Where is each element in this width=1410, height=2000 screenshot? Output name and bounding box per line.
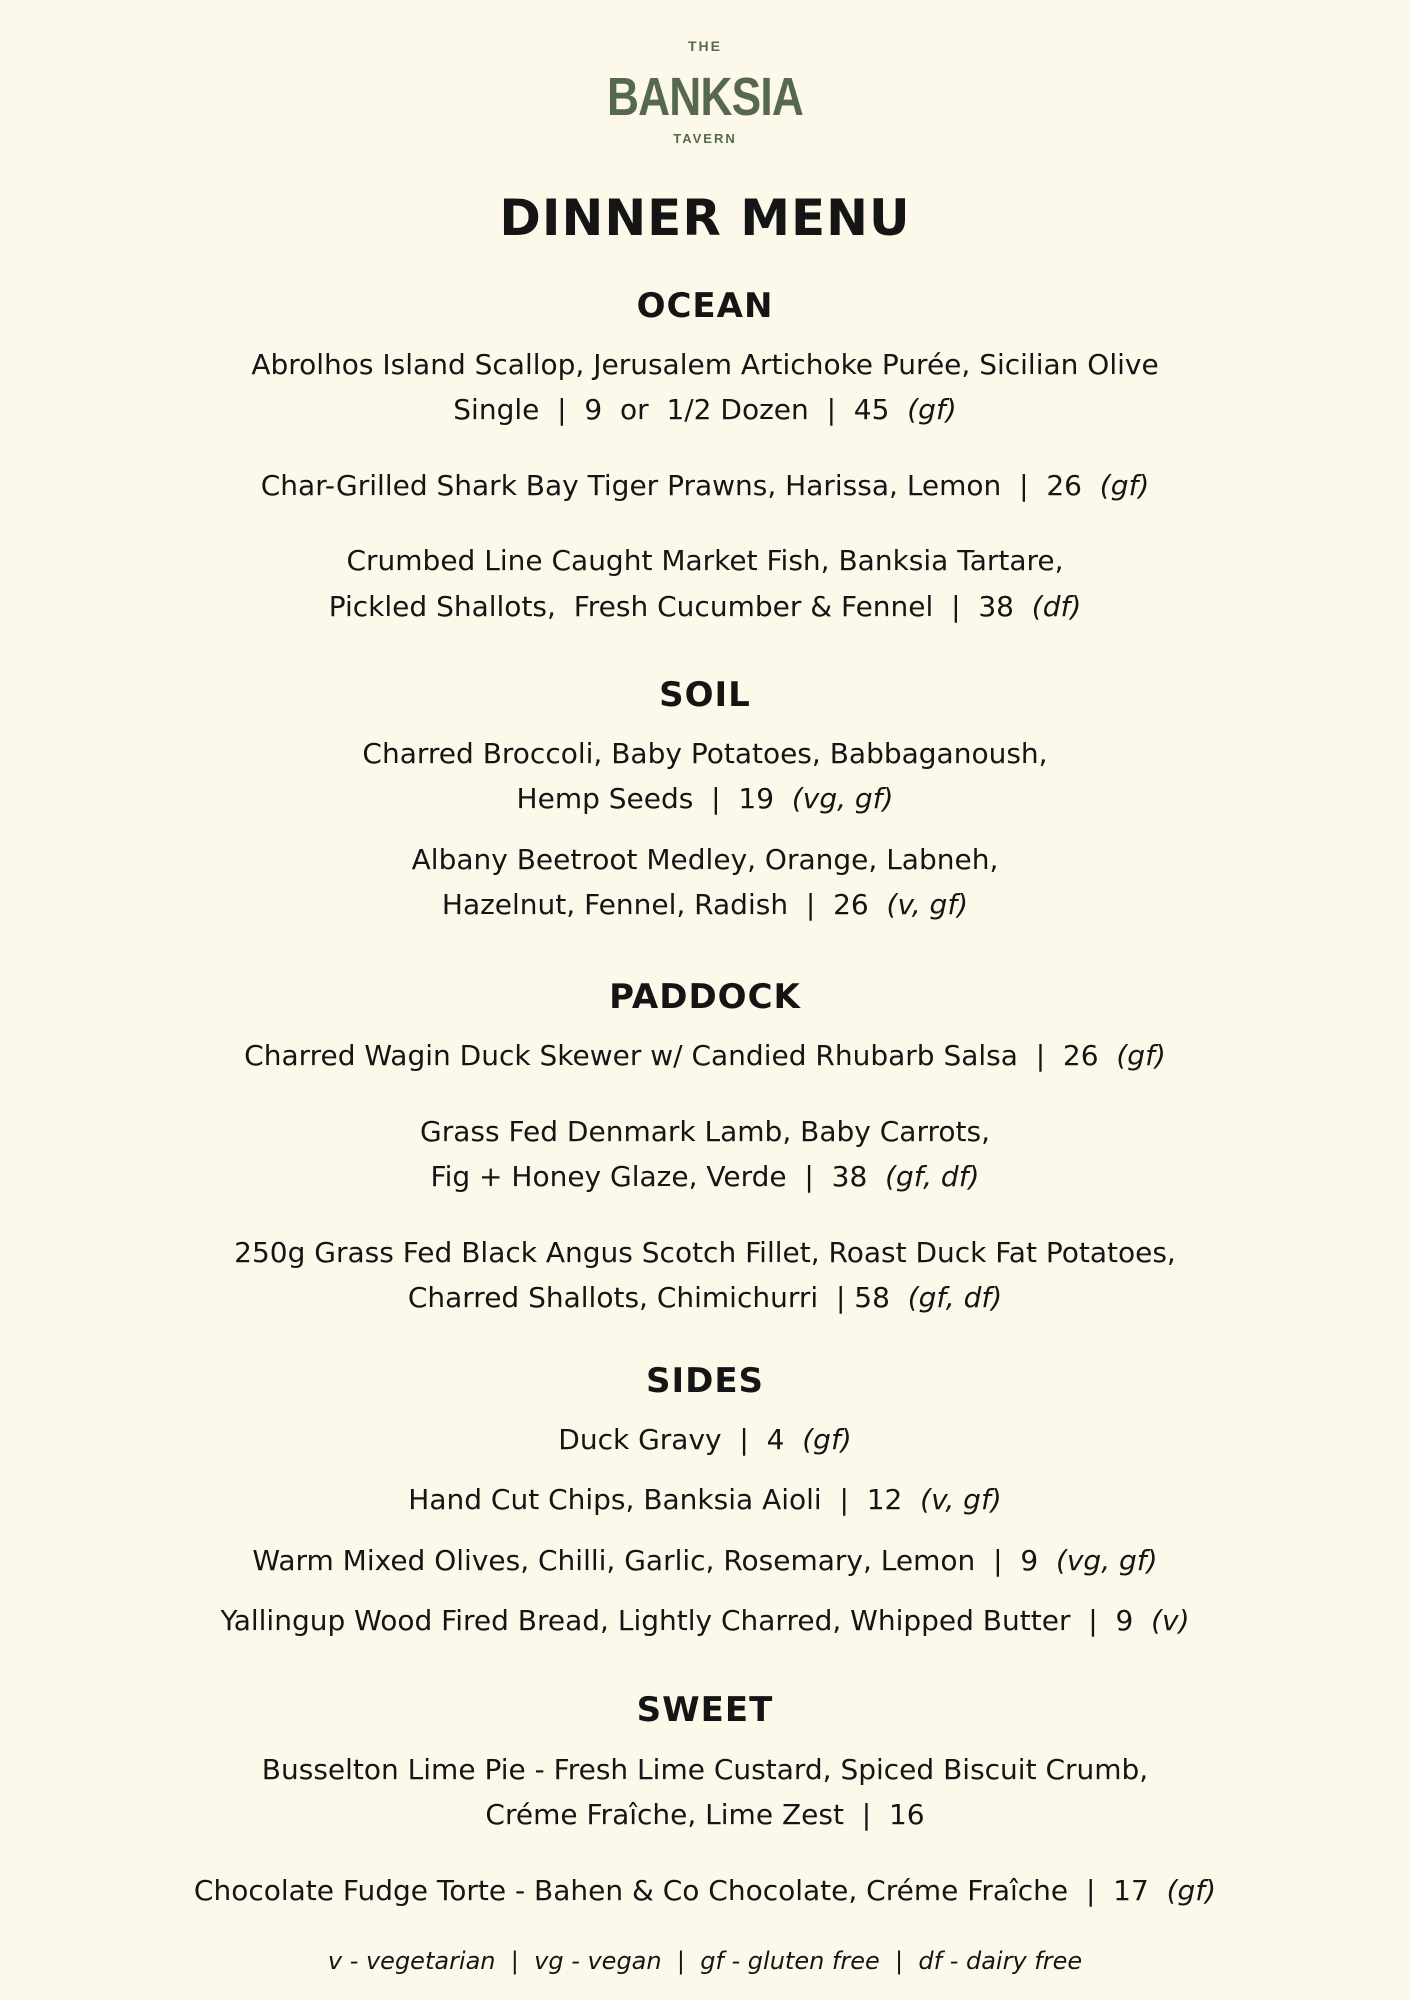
menu-item-prawns: Char-Grilled Shark Bay Tiger Prawns, Harissa, Lemon | 26 (gf) xyxy=(260,469,1150,502)
diet-tag: (v, gf) xyxy=(920,1483,1002,1516)
section-title-ocean: OCEAN xyxy=(636,286,774,326)
section-title-sweet: SWEET xyxy=(636,1690,774,1730)
logo-tavern: TAVERN xyxy=(673,131,737,146)
diet-tag: (df) xyxy=(1031,590,1082,623)
page-title: DINNER MENU xyxy=(499,189,911,247)
menu-item-lime-pie-line2: Créme Fraîche, Lime Zest | 16 xyxy=(485,1798,925,1831)
logo-the: THE xyxy=(688,38,722,54)
diet-tag: (v, gf) xyxy=(886,888,969,921)
menu-item-broccoli-line1: Charred Broccoli, Baby Potatoes, Babbaganoush, xyxy=(362,737,1048,770)
menu-item-lamb-line1: Grass Fed Denmark Lamb, Baby Carrots, xyxy=(420,1115,990,1148)
diet-tag: (gf, df) xyxy=(907,1281,1003,1314)
menu-item-chips: Hand Cut Chips, Banksia Aioli | 12 (v, gf) xyxy=(408,1483,1002,1516)
logo-banksia: BANKSIA xyxy=(606,67,803,127)
menu-item-fillet-line1: 250g Grass Fed Black Angus Scotch Fillet, Roast Duck Fat Potatoes, xyxy=(234,1236,1176,1269)
section-title-paddock: PADDOCK xyxy=(609,977,801,1017)
menu-item-scallop-line1: Abrolhos Island Scallop, Jerusalem Artichoke Purée, Sicilian Olive xyxy=(251,348,1159,381)
diet-tag: (gf) xyxy=(1116,1039,1166,1072)
section-title-sides: SIDES xyxy=(645,1361,765,1401)
menu-item-duck-gravy: Duck Gravy | 4 (gf) xyxy=(558,1423,852,1456)
menu-item-beetroot-line2: Hazelnut, Fennel, Radish | 26 (v, gf) xyxy=(441,888,969,921)
menu-item-fudge-torte: Chocolate Fudge Torte - Bahen & Co Chocolate, Créme Fraîche | 17 (gf) xyxy=(193,1874,1217,1907)
diet-tag: (vg, gf) xyxy=(1055,1544,1158,1577)
diet-tag: (v) xyxy=(1151,1604,1190,1637)
diet-tag: (gf) xyxy=(907,393,957,426)
menu-item-lime-pie-line1: Busselton Lime Pie - Fresh Lime Custard, Spiced Biscuit Crumb, xyxy=(261,1753,1149,1786)
menu-item-duck-skewer: Charred Wagin Duck Skewer w/ Candied Rhubarb Salsa | 26 (gf) xyxy=(244,1039,1166,1072)
section-title-soil: SOIL xyxy=(659,675,751,715)
diet-tag: (gf) xyxy=(1099,469,1150,502)
menu-item-lamb-line2: Fig + Honey Glaze, Verde | 38 (gf, df) xyxy=(430,1160,980,1193)
dietary-legend: v - vegetarian | vg - vegan | gf - gluten free | df - dairy free xyxy=(327,1947,1083,1975)
diet-tag: (gf) xyxy=(1166,1874,1217,1907)
menu-item-olives: Warm Mixed Olives, Chilli, Garlic, Rosemary, Lemon | 9 (vg, gf) xyxy=(252,1544,1158,1577)
diet-tag: (vg, gf) xyxy=(791,782,894,815)
diet-tag: (gf) xyxy=(802,1423,852,1456)
menu-item-bread: Yallingup Wood Fired Bread, Lightly Charred, Whipped Butter | 9 (v) xyxy=(220,1604,1190,1637)
menu-item-fish-line2: Pickled Shallots, Fresh Cucumber & Fennel | 38 (df) xyxy=(328,590,1082,623)
menu-item-fillet-line2: Charred Shallots, Chimichurri | 58 (gf, df) xyxy=(407,1281,1003,1314)
menu-item-scallop-line2: Single | 9 or 1/2 Dozen | 45 (gf) xyxy=(453,393,957,426)
diet-tag: (gf, df) xyxy=(885,1160,980,1193)
menu-item-beetroot-line1: Albany Beetroot Medley, Orange, Labneh, xyxy=(411,843,999,876)
menu-item-broccoli-line2: Hemp Seeds | 19 (vg, gf) xyxy=(516,782,894,815)
menu-item-fish-line1: Crumbed Line Caught Market Fish, Banksia Tartare, xyxy=(346,544,1064,577)
